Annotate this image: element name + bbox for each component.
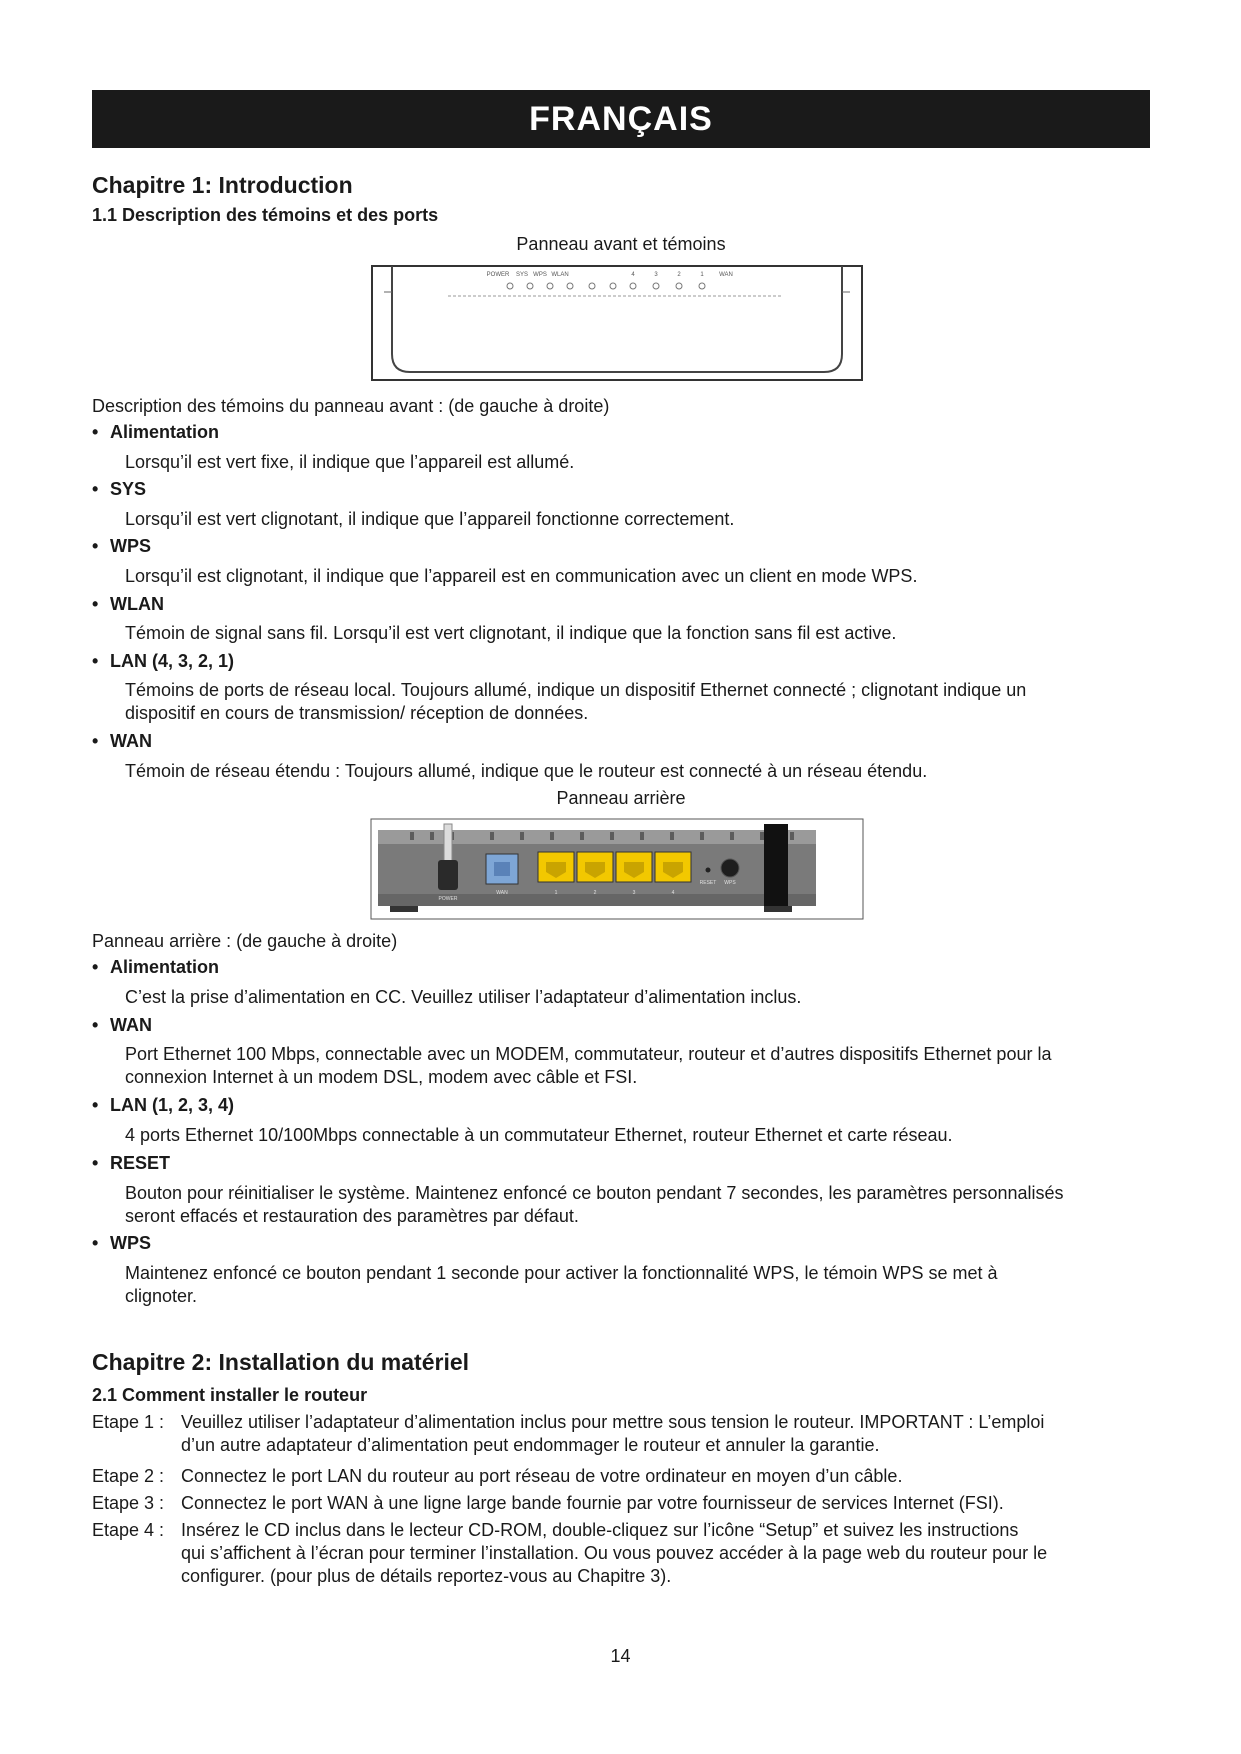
rear-item-text: Port Ethernet 100 Mbps, connectable avec un MODEM, commutateur, routeur et d’autres dispositifs Ethernet pour la <box>125 1044 1052 1064</box>
rear-intro: Panneau arrière : (de gauche à droite) <box>92 931 398 951</box>
front-led-label: 4 <box>631 272 635 278</box>
step-text: Veuillez utiliser l’adaptateur d’alimentation inclus pour mettre sous tension le routeur. IMPORTANT : L’emploi <box>181 1412 1045 1432</box>
front-led-label: SYS <box>515 272 529 278</box>
step-text: Connectez le port WAN à une ligne large bande fournie par votre fournisseur de services Internet (FSI). <box>181 1493 1004 1513</box>
front-led-label: WAN <box>719 272 733 278</box>
rear-port-label: WPS <box>724 880 736 886</box>
front-item-label: • Alimentation <box>92 422 219 443</box>
rear-port-label: WAN <box>496 890 508 896</box>
step-label: Etape 4 : <box>92 1520 165 1540</box>
rear-item-text: Maintenez enfoncé ce bouton pendant 1 seconde pour activer la fonctionnalité WPS, le témoin WPS se met à <box>125 1263 998 1283</box>
step-text: configurer. (pour plus de détails reportez-vous au Chapitre 3). <box>181 1566 672 1586</box>
front-led-label: 2 <box>677 272 681 278</box>
step-text: Connectez le port LAN du routeur au port réseau de votre ordinateur en moyen d’un câble. <box>181 1466 903 1486</box>
front-item-label: • LAN (4, 3, 2, 1) <box>92 651 234 672</box>
rear-item-label: • LAN (1, 2, 3, 4) <box>92 1095 234 1116</box>
front-panel-caption: Panneau avant et témoins <box>516 234 726 254</box>
rear-item-label: • RESET <box>92 1153 170 1174</box>
front-item-label: • WLAN <box>92 594 164 615</box>
section-2-1-title: 2.1 Comment installer le routeur <box>92 1385 368 1405</box>
front-item-text: Témoins de ports de réseau local. Toujours allumé, indique un dispositif Ethernet connecté ; clignotant indique un <box>125 680 1027 700</box>
language-banner: FRANÇAIS <box>92 90 1150 148</box>
chapter-2-title: Chapitre 2: Installation du matériel <box>92 1349 470 1375</box>
section-1-1-title: 1.1 Description des témoins et des ports <box>92 205 439 225</box>
front-intro: Description des témoins du panneau avant : (de gauche à droite) <box>92 396 610 416</box>
step-text: Insérez le CD inclus dans le lecteur CD-ROM, double-cliquez sur l’icône “Setup” et suivez les instructions <box>181 1520 1019 1540</box>
rear-item-text: connexion Internet à un modem DSL, modem avec câble et FSI. <box>125 1067 638 1087</box>
rear-port-label: 3 <box>632 890 636 896</box>
rear-port-label: 4 <box>671 890 675 896</box>
rear-port-label: POWER <box>438 896 458 902</box>
rear-port-label: 1 <box>554 890 558 896</box>
rear-port-label: RESET <box>699 880 717 886</box>
front-item-text: Lorsqu’il est vert clignotant, il indique que l’appareil fonctionne correctement. <box>125 509 735 529</box>
rear-panel-illustration <box>370 818 864 920</box>
step-label: Etape 3 : <box>92 1493 165 1513</box>
rear-panel-caption: Panneau arrière <box>556 788 686 808</box>
rear-item-label: • WAN <box>92 1015 152 1036</box>
rear-item-text: 4 ports Ethernet 10/100Mbps connectable à un commutateur Ethernet, routeur Ethernet et carte réseau. <box>125 1125 953 1145</box>
step-label: Etape 2 : <box>92 1466 165 1486</box>
rear-item-text: Bouton pour réinitialiser le système. Maintenez enfoncé ce bouton pendant 7 secondes, les paramètres personnalisés <box>125 1183 1064 1203</box>
front-item-text: Témoin de signal sans fil. Lorsqu’il est vert clignotant, il indique que la fonction sans fil est active. <box>125 623 897 643</box>
rear-item-text: C’est la prise d’alimentation en CC. Veuillez utiliser l’adaptateur d’alimentation inclus. <box>125 987 802 1007</box>
front-panel-illustration <box>370 264 864 382</box>
front-item-label: • WAN <box>92 731 152 752</box>
front-led-label: WPS <box>533 272 547 278</box>
rear-item-label: • WPS <box>92 1233 151 1254</box>
front-item-text: Lorsqu’il est clignotant, il indique que l’appareil est en communication avec un client en mode WPS. <box>125 566 918 586</box>
step-text: d’un autre adaptateur d’alimentation peut endommager le routeur et annuler la garantie. <box>181 1435 880 1455</box>
rear-port-label: 2 <box>593 890 597 896</box>
front-item-text: Lorsqu’il est vert fixe, il indique que l’appareil est allumé. <box>125 452 575 472</box>
front-item-text: Témoin de réseau étendu : Toujours allumé, indique que le routeur est connecté à un réseau étendu. <box>125 761 928 781</box>
rear-item-text: clignoter. <box>125 1286 198 1306</box>
front-led-label: WLAN <box>551 272 569 278</box>
front-item-text: dispositif en cours de transmission/ réception de données. <box>125 703 589 723</box>
front-led-label: 3 <box>654 272 658 278</box>
front-item-label: • SYS <box>92 479 146 500</box>
step-label: Etape 1 : <box>92 1412 165 1432</box>
rear-item-text: seront effacés et restauration des paramètres par défaut. <box>125 1206 579 1226</box>
rear-item-label: • Alimentation <box>92 957 219 978</box>
chapter-1-title: Chapitre 1: Introduction <box>92 172 353 198</box>
step-text: qui s’affichent à l’écran pour terminer l’installation. Ou vous pouvez accéder à la page web du routeur pour le <box>181 1543 1048 1563</box>
front-led-label: 1 <box>700 272 704 278</box>
front-led-label: POWER <box>486 272 510 278</box>
page-number: 14 <box>610 1646 631 1666</box>
front-item-label: • WPS <box>92 536 151 557</box>
